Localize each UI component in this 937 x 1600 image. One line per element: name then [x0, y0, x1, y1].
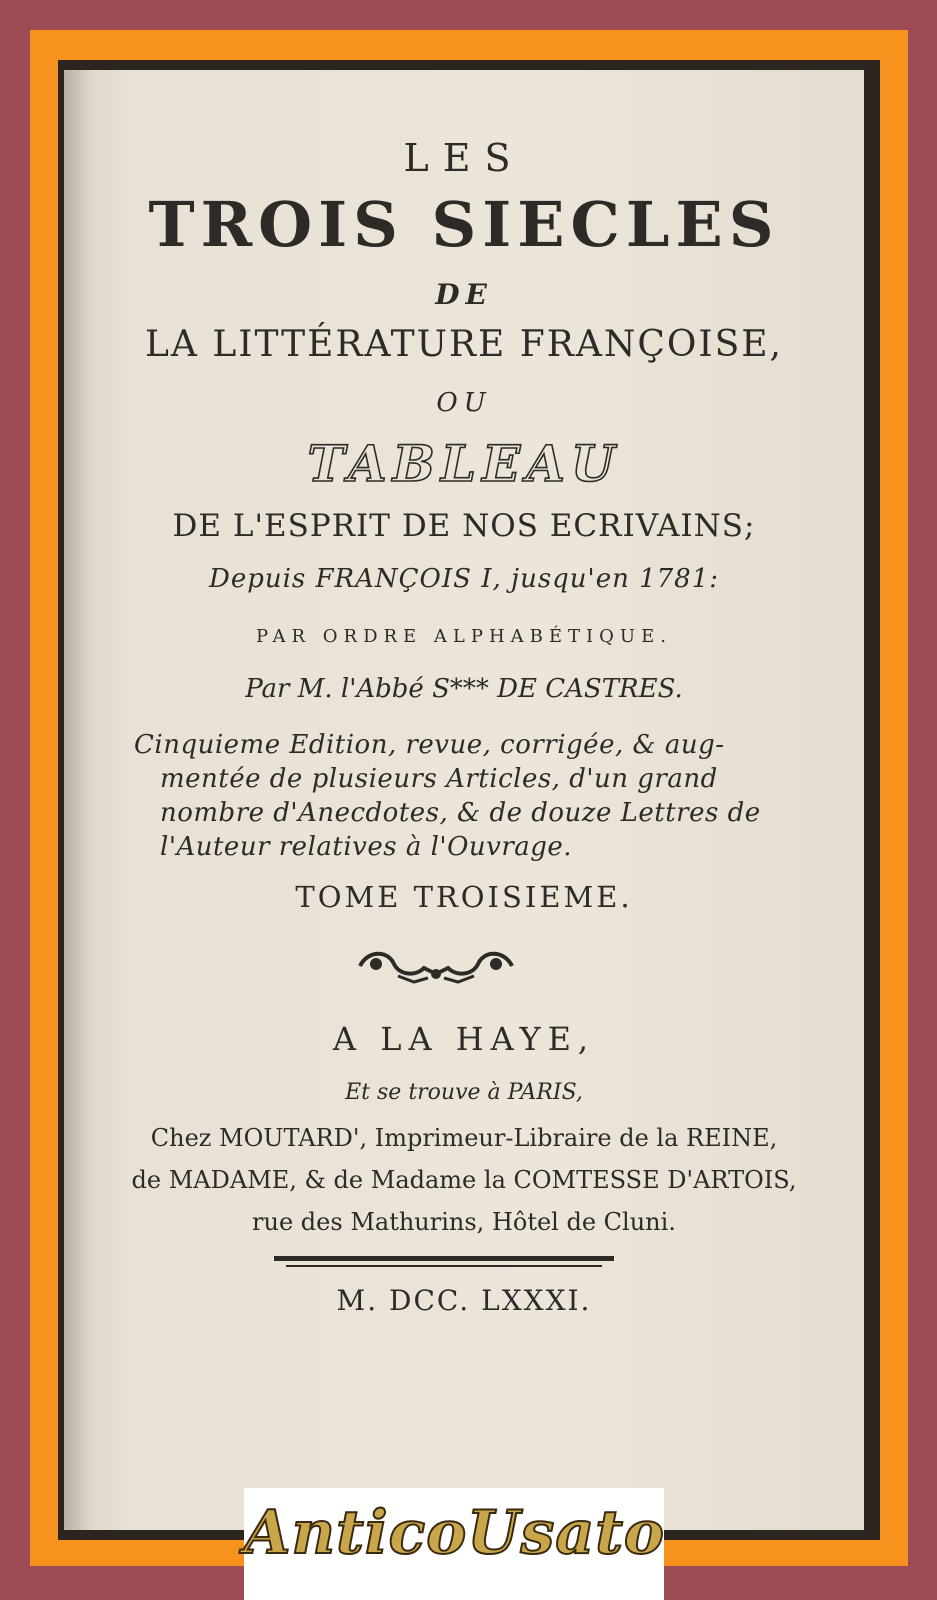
subtitle-esprit: DE L'ESPRIT DE NOS ECRIVAINS;: [172, 508, 756, 544]
subtitle-depuis: Depuis FRANÇOIS I, jusqu'en 1781:: [208, 564, 720, 594]
printer-ornament-icon: [354, 946, 518, 986]
title-trois-siecles: TROIS SIECLES: [148, 188, 780, 261]
edition-line-3: nombre d'Anecdotes, & de douze Lettres de: [160, 798, 761, 828]
imprint-chez: Chez MOUTARD', Imprimeur-Libraire de la REINE,: [150, 1124, 778, 1152]
imprint-madame: de MADAME, & de Madame la COMTESSE D'ARTOIS,: [131, 1166, 797, 1194]
author-line: Par M. l'Abbé S*** DE CASTRES.: [245, 674, 683, 704]
watermark-logo-text: AnticoUsato: [244, 1498, 665, 1568]
title-de: DE: [435, 278, 493, 311]
edition-line-1: Cinquieme Edition, revue, corrigée, & aug-: [134, 730, 725, 760]
imprint-trouve: Et se trouve à PARIS,: [345, 1080, 583, 1105]
title-tableau: TABLEAU: [307, 434, 621, 493]
imprint-place: A LA HAYE,: [332, 1020, 596, 1058]
double-rule-bottom: [286, 1265, 602, 1267]
imprint-rue: rue des Mathurins, Hôtel de Cluni.: [252, 1208, 676, 1236]
title-litterature: LA LITTÉRATURE FRANÇOISE,: [144, 324, 783, 365]
tome-line: TOME TROISIEME.: [295, 880, 633, 914]
title-page: [64, 70, 864, 1530]
imprint-year: M. DCC. LXXXI.: [336, 1284, 592, 1317]
edition-line-2: mentée de plusieurs Articles, d'un grand: [160, 764, 718, 794]
double-rule-top: [274, 1256, 614, 1261]
subtitle-ordre: PAR ORDRE ALPHABÉTIQUE.: [256, 626, 672, 647]
edition-line-4: l'Auteur relatives à l'Ouvrage.: [160, 832, 573, 862]
watermark-logo: [244, 1488, 664, 1600]
title-ou: OU: [436, 388, 492, 418]
title-les: LES: [403, 136, 525, 180]
